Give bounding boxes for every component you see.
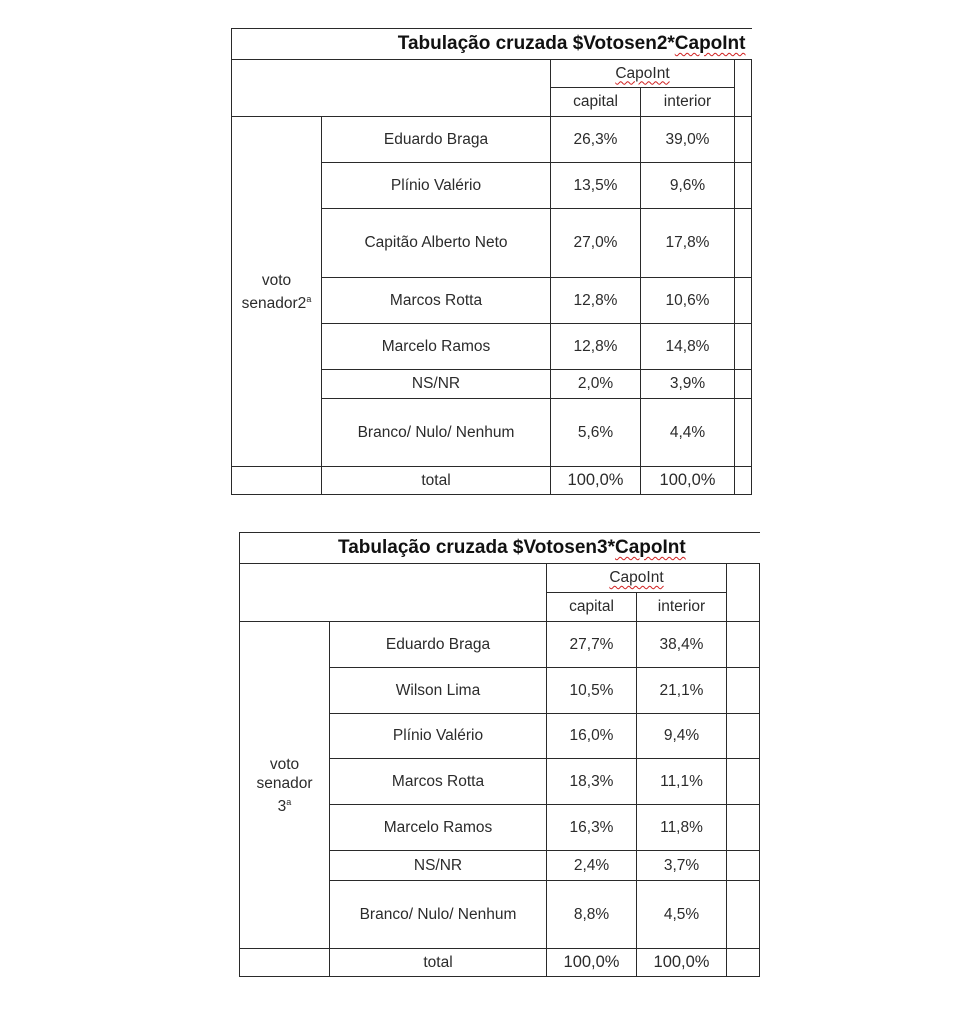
cell-interior: 10,6% — [641, 278, 735, 324]
row-label: Branco/ Nulo/ Nenhum — [330, 881, 547, 949]
row-label: Marcelo Ramos — [322, 324, 551, 370]
cut-cell — [727, 851, 760, 881]
cell-capital: 10,5% — [547, 668, 637, 714]
row-label: NS/NR — [322, 370, 551, 399]
cell-interior: 4,4% — [641, 399, 735, 467]
cell-capital: 12,8% — [551, 278, 641, 324]
cut-cell — [735, 467, 752, 495]
cell-capital: 16,0% — [547, 714, 637, 759]
cell-capital: 12,8% — [551, 324, 641, 370]
cut-cell — [735, 324, 752, 370]
cell-interior: 11,8% — [637, 805, 727, 851]
cell-interior: 21,1% — [637, 668, 727, 714]
cut-cell — [735, 399, 752, 467]
cut-cell — [735, 278, 752, 324]
cell-capital: 5,6% — [551, 399, 641, 467]
total-label: total — [330, 949, 547, 977]
column-header-capital: capital — [551, 88, 641, 117]
column-header-interior: interior — [641, 88, 735, 117]
header-blank — [232, 60, 551, 117]
total-blank — [240, 949, 330, 977]
cell-interior: 9,4% — [637, 714, 727, 759]
cell-interior: 4,5% — [637, 881, 727, 949]
cut-cell — [727, 949, 760, 977]
crosstab-votosen2 — [231, 28, 746, 496]
header-blank — [240, 564, 547, 622]
cell-interior: 39,0% — [641, 117, 735, 163]
cell-capital: 16,3% — [547, 805, 637, 851]
cell-capital: 2,4% — [547, 851, 637, 881]
row-group-label: voto senador2$^a$ — [232, 117, 322, 467]
cell-capital: 8,8% — [547, 881, 637, 949]
cell-interior: 14,8% — [641, 324, 735, 370]
cut-cell — [735, 163, 752, 209]
cell-capital: 13,5% — [551, 163, 641, 209]
crosstab-votosen3 — [239, 532, 738, 978]
cut-column — [727, 564, 760, 622]
cut-cell — [727, 714, 760, 759]
cell-capital: 27,7% — [547, 622, 637, 668]
column-header-interior: interior — [637, 593, 727, 622]
cut-cell — [735, 209, 752, 278]
row-group-label: voto senador 3$^a$ — [240, 622, 330, 949]
cell-capital: 18,3% — [547, 759, 637, 805]
column-group-header: CapoInt — [551, 60, 735, 88]
row-label: Marcos Rotta — [330, 759, 547, 805]
cell-interior: 11,1% — [637, 759, 727, 805]
cell-interior: 3,9% — [641, 370, 735, 399]
total-blank — [232, 467, 322, 495]
total-interior: 100,0% — [637, 949, 727, 977]
row-label: Capitão Alberto Neto — [322, 209, 551, 278]
row-label: Wilson Lima — [330, 668, 547, 714]
table-title: Tabulação cruzada $Votosen2*CapoInt — [232, 29, 752, 60]
cut-cell — [727, 805, 760, 851]
row-label: NS/NR — [330, 851, 547, 881]
cut-cell — [727, 668, 760, 714]
cut-cell — [727, 881, 760, 949]
row-label: Plínio Valério — [322, 163, 551, 209]
row-label: Marcelo Ramos — [330, 805, 547, 851]
row-label: Branco/ Nulo/ Nenhum — [322, 399, 551, 467]
cut-cell — [727, 622, 760, 668]
cell-capital: 26,3% — [551, 117, 641, 163]
cell-interior: 17,8% — [641, 209, 735, 278]
column-header-capital: capital — [547, 593, 637, 622]
cut-cell — [735, 370, 752, 399]
cell-capital: 27,0% — [551, 209, 641, 278]
table-title: Tabulação cruzada $Votosen3*CapoInt — [240, 533, 760, 564]
cell-capital: 2,0% — [551, 370, 641, 399]
total-label: total — [322, 467, 551, 495]
row-label: Plínio Valério — [330, 714, 547, 759]
row-label: Marcos Rotta — [322, 278, 551, 324]
row-label: Eduardo Braga — [322, 117, 551, 163]
cut-cell — [735, 117, 752, 163]
total-capital: 100,0% — [551, 467, 641, 495]
column-group-header: CapoInt — [547, 564, 727, 593]
row-label: Eduardo Braga — [330, 622, 547, 668]
total-interior: 100,0% — [641, 467, 735, 495]
cut-column — [735, 60, 752, 117]
cell-interior: 9,6% — [641, 163, 735, 209]
cell-interior: 3,7% — [637, 851, 727, 881]
cell-interior: 38,4% — [637, 622, 727, 668]
cut-cell — [727, 759, 760, 805]
total-capital: 100,0% — [547, 949, 637, 977]
